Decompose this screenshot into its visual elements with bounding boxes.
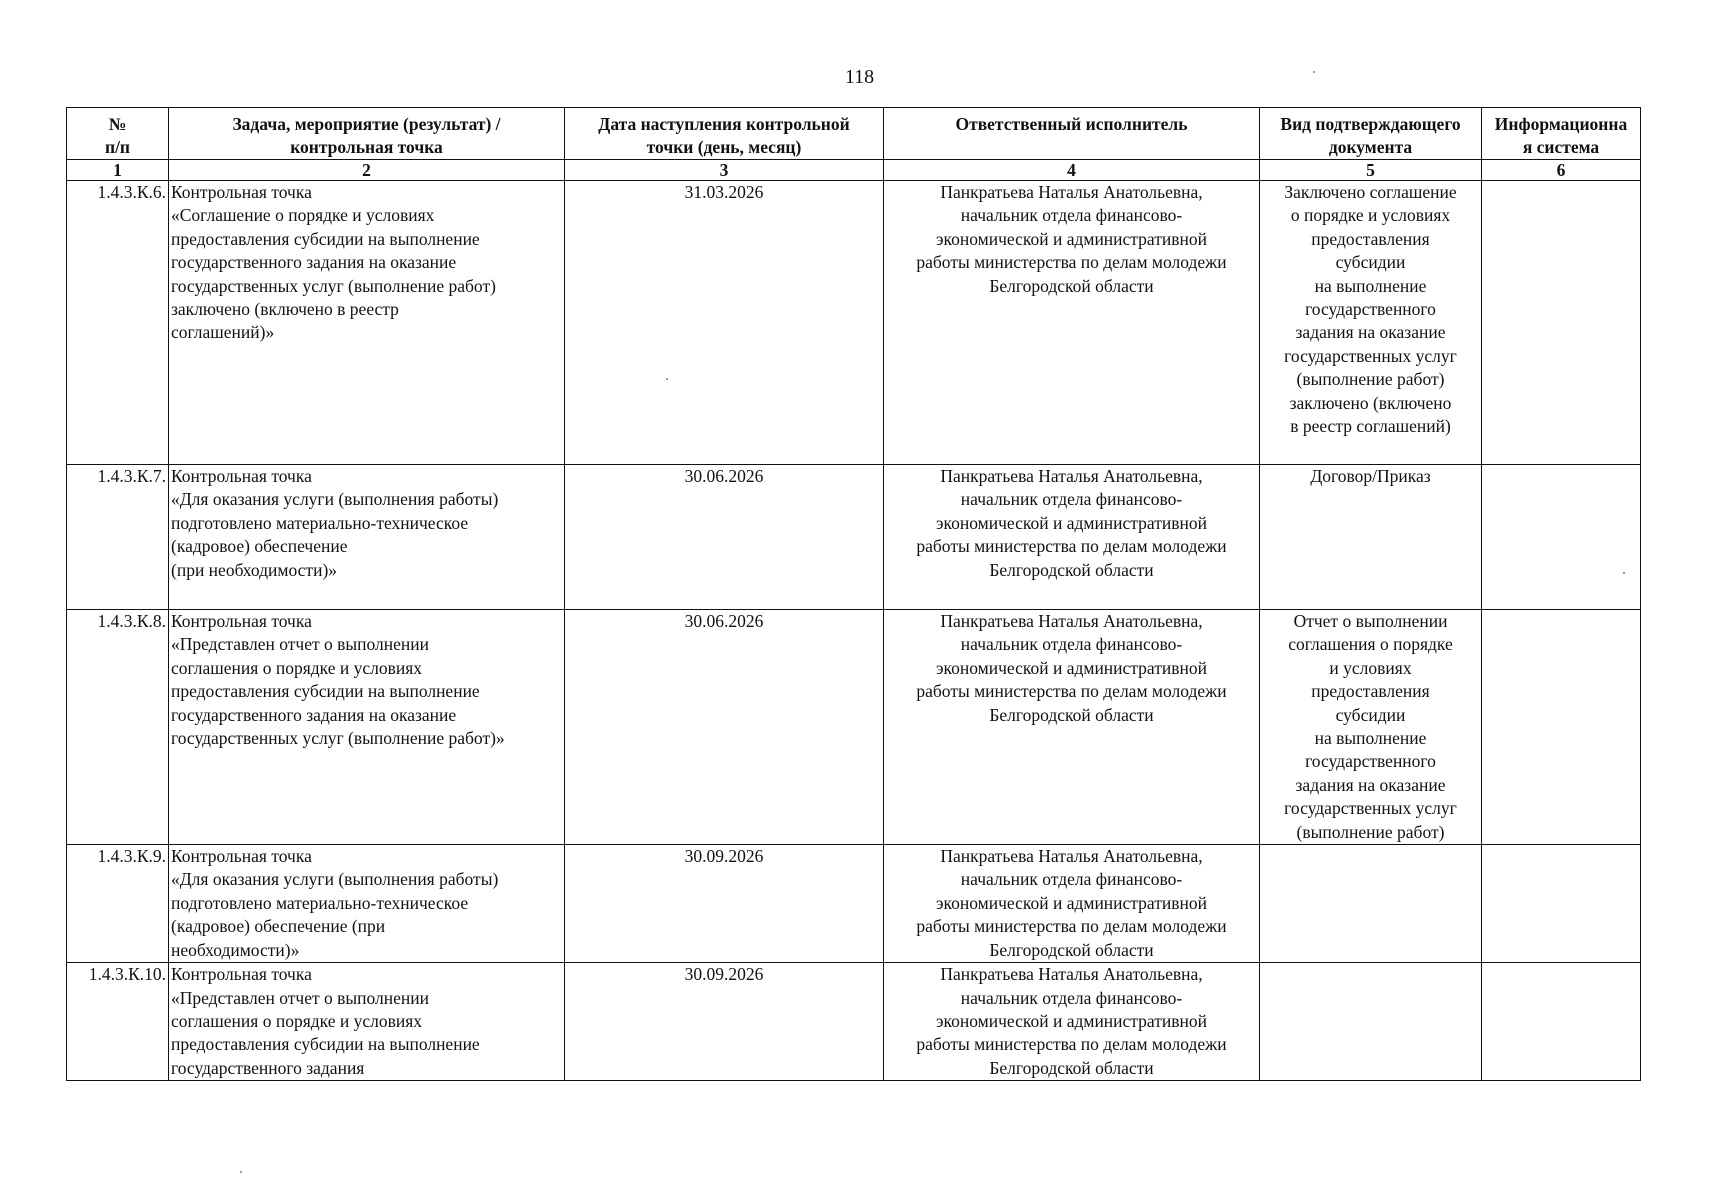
row-responsible: Панкратьева Наталья Анатольевна, начальник отдела финансово- экономической и административной работы министерства по делам молодежи Белгородской области xyxy=(884,610,1260,845)
row-number: 1.4.3.К.10. xyxy=(67,963,169,1081)
header-task: Задача, мероприятие (результат) / контрольная точка xyxy=(169,108,565,160)
scan-speck xyxy=(240,1171,242,1173)
row-document xyxy=(1260,845,1482,963)
row-system xyxy=(1482,610,1641,845)
header-document: Вид подтверждающего документа xyxy=(1260,108,1482,160)
page-number: 118 xyxy=(844,66,875,88)
row-date: 30.09.2026 xyxy=(565,963,884,1081)
column-number-row xyxy=(67,160,1641,181)
row-number: 1.4.3.К.9. xyxy=(67,845,169,963)
row-task: Контрольная точка «Для оказания услуги (выполнения работы) подготовлено материально-техническое (кадровое) обеспечение (при необходимости)» xyxy=(169,465,565,610)
column-number: 4 xyxy=(884,160,1260,181)
header-responsible: Ответственный исполнитель xyxy=(884,108,1260,160)
header-system: Информационна я система xyxy=(1482,108,1641,160)
table-row xyxy=(67,845,1641,963)
row-system xyxy=(1482,181,1641,465)
column-number: 3 xyxy=(565,160,884,181)
header-row xyxy=(67,108,1641,160)
column-number: 2 xyxy=(169,160,565,181)
row-responsible: Панкратьева Наталья Анатольевна, начальник отдела финансово- экономической и административной работы министерства по делам молодежи Белгородской области xyxy=(884,181,1260,465)
row-task: Контрольная точка «Представлен отчет о выполнении соглашения о порядке и условиях предоставления субсидии на выполнение государственного задания на оказание государственных услуг (выполнение работ)» xyxy=(169,610,565,845)
header-date: Дата наступления контрольной точки (день, месяц) xyxy=(565,108,884,160)
scan-speck xyxy=(1313,71,1315,73)
row-date: 30.06.2026 xyxy=(565,610,884,845)
row-date: 31.03.2026 xyxy=(565,181,884,465)
table-row xyxy=(67,465,1641,610)
column-number: 1 xyxy=(67,160,169,181)
row-responsible: Панкратьева Наталья Анатольевна, начальник отдела финансово- экономической и административной работы министерства по делам молодежи Белгородской области xyxy=(884,845,1260,963)
header-number: № п/п xyxy=(67,108,169,160)
row-number: 1.4.3.К.6. xyxy=(67,181,169,465)
scan-speck xyxy=(1623,572,1625,574)
control-points-table xyxy=(66,107,1641,1081)
column-number: 5 xyxy=(1260,160,1482,181)
row-document: Отчет о выполнении соглашения о порядке и условиях предоставления субсидии на выполнение государственного задания на оказание государственных услуг (выполнение работ) xyxy=(1260,610,1482,845)
row-document: Договор/Приказ xyxy=(1260,465,1482,610)
table-row xyxy=(67,963,1641,1081)
table-row xyxy=(67,181,1641,465)
row-date: 30.09.2026 xyxy=(565,845,884,963)
row-task: Контрольная точка «Представлен отчет о выполнении соглашения о порядке и условиях предоставления субсидии на выполнение государственного задания xyxy=(169,963,565,1081)
column-number: 6 xyxy=(1482,160,1641,181)
row-number: 1.4.3.К.8. xyxy=(67,610,169,845)
row-task: Контрольная точка «Для оказания услуги (выполнения работы) подготовлено материально-техническое (кадровое) обеспечение (при необходимости)» xyxy=(169,845,565,963)
row-system xyxy=(1482,845,1641,963)
scan-speck xyxy=(666,378,668,380)
row-system xyxy=(1482,963,1641,1081)
row-number: 1.4.3.К.7. xyxy=(67,465,169,610)
row-document xyxy=(1260,963,1482,1081)
table-row xyxy=(67,610,1641,845)
row-responsible: Панкратьева Наталья Анатольевна, начальник отдела финансово- экономической и административной работы министерства по делам молодежи Белгородской области xyxy=(884,963,1260,1081)
row-task: Контрольная точка «Соглашение о порядке и условиях предоставления субсидии на выполнение государственного задания на оказание государственных услуг (выполнение работ) заключено (включено в реестр соглашений)» xyxy=(169,181,565,465)
row-system xyxy=(1482,465,1641,610)
row-responsible: Панкратьева Наталья Анатольевна, начальник отдела финансово- экономической и административной работы министерства по делам молодежи Белгородской области xyxy=(884,465,1260,610)
row-date: 30.06.2026 xyxy=(565,465,884,610)
row-document: Заключено соглашение о порядке и условиях предоставления субсидии на выполнение государственного задания на оказание государственных услуг (выполнение работ) заключено (включено в реестр соглашений) xyxy=(1260,181,1482,465)
